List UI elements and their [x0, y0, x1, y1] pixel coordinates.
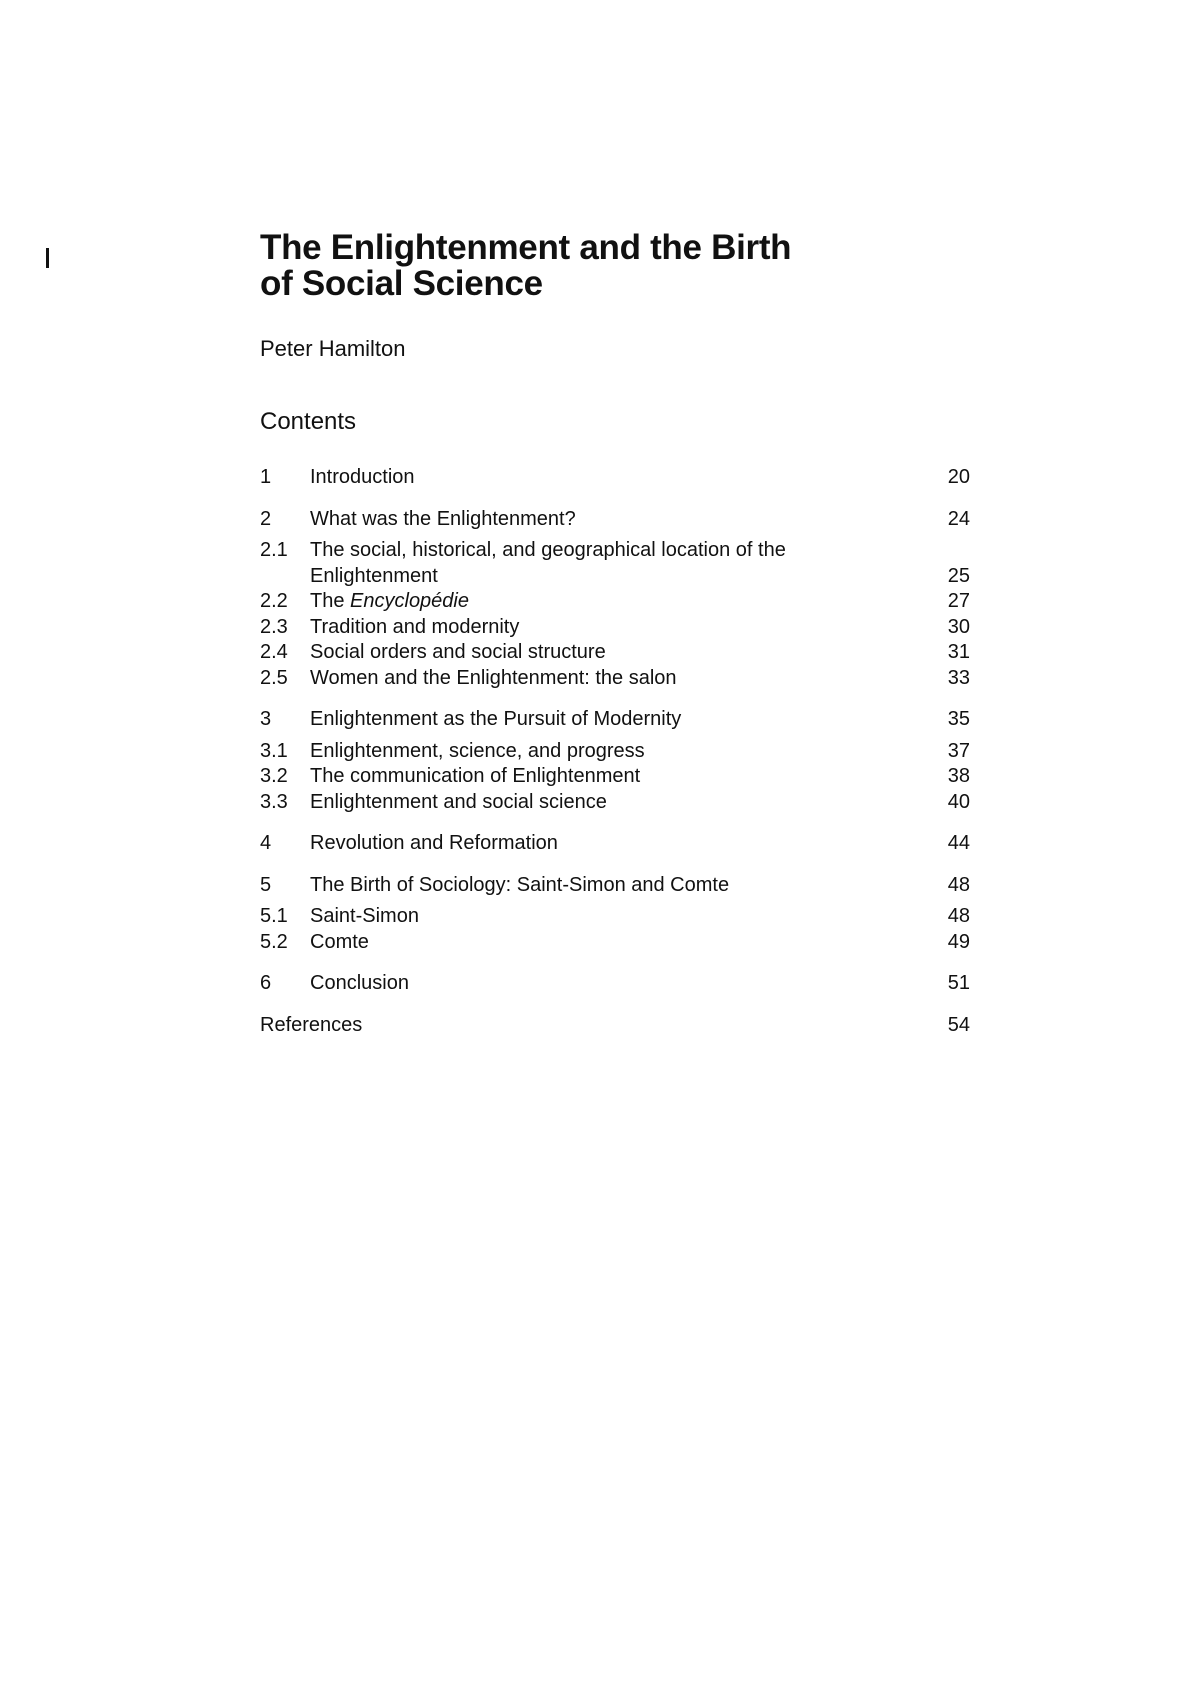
toc-entry-page: 24 — [947, 507, 970, 530]
toc-entry-number: 4 — [260, 832, 272, 854]
toc-entry-page: 38 — [947, 765, 970, 787]
toc-entry-title: What was the Enlightenment? — [310, 507, 576, 530]
toc-entry-page: 51 — [947, 972, 970, 994]
toc-entry-number: 2.2 — [260, 590, 288, 612]
toc-entry — [260, 930, 970, 956]
toc-entry — [260, 971, 970, 997]
toc-entry-number: 2.3 — [260, 615, 288, 638]
toc-entry-title: Enlightenment and social science — [310, 790, 607, 813]
toc-entry-number: 3 — [260, 708, 272, 730]
toc-entry-number: 5.2 — [260, 930, 288, 953]
toc-entry-title: References — [260, 1013, 363, 1036]
toc-entry-page: 44 — [947, 832, 970, 854]
toc-entry-page: 30 — [947, 615, 970, 638]
toc-entry-page: 25 — [947, 564, 970, 587]
toc-entry — [260, 666, 970, 692]
chapter-title-line-1: The Enlightenment and the Birth — [260, 228, 792, 267]
toc-entry-number: 2.4 — [260, 641, 288, 663]
toc-entry-page: 31 — [947, 641, 970, 663]
toc-entry-title: Social orders and social structure — [310, 641, 606, 663]
chapter-header — [260, 230, 960, 436]
toc-entry-title: Comte — [310, 930, 369, 953]
toc-entry-title: The Birth of Sociology: Saint-Simon and Comte — [310, 873, 730, 896]
toc-entry-title: Introduction — [310, 466, 415, 488]
toc-entry-title — [260, 589, 970, 615]
toc-entry-number: 5 — [260, 873, 272, 896]
toc-entry-page: 27 — [947, 590, 970, 612]
toc-entry — [260, 507, 970, 533]
toc-entry-page: 20 — [947, 466, 970, 488]
toc-entry — [260, 873, 970, 899]
toc-entry-page: 33 — [947, 666, 970, 689]
toc-entry-page: 54 — [947, 1013, 970, 1036]
toc-entry-page: 48 — [947, 905, 970, 927]
chapter-title — [260, 230, 960, 302]
toc-entry-title: Tradition and modernity — [310, 615, 520, 638]
toc-entry-number: 3.3 — [260, 790, 288, 813]
toc-entry-page: 48 — [947, 873, 970, 896]
toc-entry-title-italic: Encyclopédie — [350, 590, 469, 612]
toc-entry — [260, 739, 970, 765]
toc-entry-number: 2.1 — [260, 539, 288, 561]
toc-entry-title: The social, historical, and geographical location of the Enlightenment — [310, 539, 786, 587]
contents-heading: Contents — [260, 408, 357, 435]
toc-entry — [260, 589, 970, 615]
toc-entry — [260, 465, 970, 491]
toc-entry-title: The communication of Enlightenment — [310, 765, 641, 787]
toc-entry-page: 37 — [947, 739, 970, 762]
toc-entry-number: 6 — [260, 972, 272, 994]
toc-entry-number: 5.1 — [260, 905, 288, 927]
toc-entry-title: Women and the Enlightenment: the salon — [310, 666, 677, 689]
toc-entry-page: 40 — [947, 790, 970, 813]
toc-entry-page: 35 — [947, 708, 970, 730]
toc-entry — [260, 904, 970, 930]
toc-entry — [260, 538, 970, 589]
toc-entry-title: Revolution and Reformation — [310, 832, 558, 854]
table-of-contents — [260, 465, 970, 1038]
toc-entry-number: 3.2 — [260, 765, 288, 787]
toc-entry — [260, 615, 970, 641]
toc-entry — [260, 831, 970, 857]
margin-mark — [46, 248, 49, 268]
toc-entry-references — [260, 1013, 970, 1039]
toc-entry-number: 2 — [260, 507, 272, 530]
toc-entry-number: 2.5 — [260, 666, 288, 689]
toc-entry-number: 1 — [260, 466, 272, 488]
toc-entry — [260, 707, 970, 733]
chapter-title-line-2: of Social Science — [260, 264, 543, 303]
toc-entry-page: 49 — [947, 930, 970, 953]
toc-entry-title: Enlightenment, science, and progress — [310, 739, 645, 762]
toc-entry — [260, 764, 970, 790]
toc-entry-title-prefix: The — [310, 590, 351, 612]
author-name: Peter Hamilton — [260, 336, 406, 361]
toc-entry-number: 3.1 — [260, 739, 288, 762]
toc-entry-title: Conclusion — [310, 972, 409, 994]
toc-entry-title: Enlightenment as the Pursuit of Modernity — [310, 708, 682, 730]
toc-entry — [260, 790, 970, 816]
toc-entry — [260, 640, 970, 666]
toc-entry-title: Saint-Simon — [310, 905, 419, 927]
